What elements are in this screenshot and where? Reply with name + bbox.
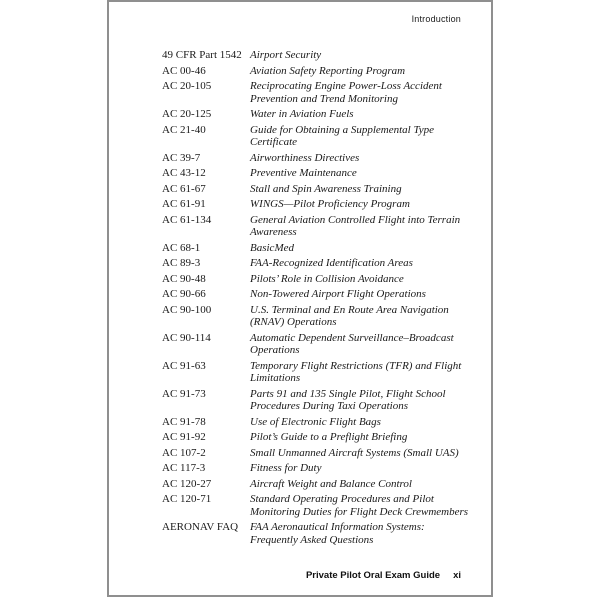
reference-title: [250, 360, 461, 385]
reference-row: [162, 65, 472, 78]
reference-title-line: Airport Security: [250, 49, 322, 61]
reference-code: AC 00-46: [162, 64, 206, 77]
footer-book-title: Private Pilot Oral Exam Guide: [305, 570, 441, 581]
reference-title-line: Airworthiness Directives: [250, 151, 360, 164]
reference-code: AC 61-134: [162, 213, 212, 226]
reference-code: AC 91-78: [162, 415, 206, 428]
reference-title: [250, 108, 354, 121]
reference-row: [162, 242, 472, 255]
reference-row: [162, 416, 472, 429]
reference-title-line: Non-Towered Airport Flight Operations: [250, 288, 426, 300]
reference-code: AC 21-40: [162, 123, 206, 136]
reference-code: AC 91-92: [162, 431, 206, 443]
reference-title: [250, 521, 425, 546]
reference-title: [250, 478, 412, 491]
reference-title-line: Use of Electronic Flight Bags: [250, 415, 381, 428]
reference-code: AC 43-12: [162, 167, 206, 179]
reference-row: [162, 493, 472, 518]
reference-title: [250, 49, 321, 62]
reference-title-line: Stall and Spin Awareness Training: [250, 182, 402, 195]
reference-title-line: Awareness: [250, 226, 297, 238]
reference-title: [250, 273, 404, 286]
reference-title: [250, 493, 468, 518]
reference-title: [250, 304, 449, 329]
reference-row: [162, 80, 472, 105]
reference-code: AC 61-67: [162, 182, 206, 195]
reference-row: [162, 257, 472, 270]
reference-code: AC 68-1: [162, 241, 201, 254]
reference-title-line: Fitness for Duty: [250, 462, 322, 474]
reference-code: AC 117-3: [162, 462, 206, 474]
reference-title-line: Certificate: [250, 136, 298, 148]
reference-row: [162, 49, 472, 62]
reference-title-line: Reciprocating Engine Power-Loss Accident: [250, 80, 442, 92]
reference-title: [250, 65, 405, 78]
reference-title: [250, 80, 442, 105]
reference-code: AC 90-66: [162, 288, 206, 300]
reference-title: [250, 431, 407, 444]
reference-title-line: Monitoring Duties for Flight Deck Crewmembers: [250, 505, 469, 518]
reference-title-line: Limitations: [250, 372, 301, 384]
reference-title-line: General Aviation Controlled Flight into Terrain: [250, 213, 461, 226]
reference-title: [250, 257, 413, 270]
reference-code: AERONAV FAQ: [162, 521, 239, 533]
reference-list: [162, 49, 472, 549]
reference-row: [162, 288, 472, 301]
reference-title-line: Guide for Obtaining a Supplemental Type: [250, 123, 435, 136]
reference-title-line: Temporary Flight Restrictions (TFR) and Flight: [250, 359, 462, 372]
reference-code: AC 120-27: [162, 477, 212, 490]
reference-row: [162, 124, 472, 149]
reference-title-line: Procedures During Taxi Operations: [250, 400, 408, 412]
reference-row: [162, 332, 472, 357]
reference-title-line: Prevention and Trend Monitoring: [250, 92, 398, 105]
reference-title-line: Water in Aviation Fuels: [250, 108, 354, 120]
reference-title-line: U.S. Terminal and En Route Area Navigation: [250, 303, 449, 316]
reference-row: [162, 447, 472, 460]
reference-title-line: Pilots’ Role in Collision Avoidance: [250, 272, 404, 285]
reference-title-line: Standard Operating Procedures and Pilot: [250, 493, 434, 505]
reference-row: [162, 478, 472, 491]
reference-code: AC 20-125: [162, 108, 212, 120]
reference-title: [250, 388, 446, 413]
reference-title: [250, 124, 434, 149]
reference-row: [162, 273, 472, 286]
reference-row: [162, 304, 472, 329]
reference-title: [250, 416, 381, 429]
reference-title-line: Pilot’s Guide to a Preflight Briefing: [250, 431, 408, 443]
reference-row: [162, 388, 472, 413]
reference-title: [250, 242, 294, 255]
book-page: [107, 0, 493, 597]
reference-code: AC 61-91: [162, 198, 206, 210]
footer-page-number: xi: [453, 570, 461, 581]
reference-code: AC 91-73: [162, 387, 206, 400]
reference-title-line: Operations: [250, 344, 300, 356]
reference-code: AC 120-71: [162, 493, 212, 505]
reference-code: AC 90-114: [162, 331, 211, 344]
reference-row: [162, 521, 472, 546]
reference-title-line: Automatic Dependent Surveillance–Broadcast: [250, 331, 454, 344]
reference-title: [250, 462, 322, 475]
reference-title-line: (RNAV) Operations: [250, 316, 337, 328]
reference-title: [250, 447, 459, 460]
reference-title: [250, 152, 359, 165]
reference-title-line: Parts 91 and 135 Single Pilot, Flight School: [250, 387, 446, 400]
reference-title: [250, 167, 357, 180]
reference-title: [250, 288, 426, 301]
reference-title-line: Small Unmanned Aircraft Systems (Small UAS): [250, 446, 459, 459]
reference-code: AC 91-63: [162, 359, 206, 372]
reference-row: [162, 167, 472, 180]
reference-title-line: BasicMed: [250, 241, 294, 254]
reference-row: [162, 183, 472, 196]
reference-code: AC 90-48: [162, 272, 206, 285]
reference-title-line: Frequently Asked Questions: [250, 533, 374, 546]
reference-row: [162, 462, 472, 475]
reference-title: [250, 183, 402, 196]
reference-row: [162, 214, 472, 239]
reference-title-line: FAA-Recognized Identification Areas: [250, 257, 413, 269]
reference-title-line: Aircraft Weight and Balance Control: [250, 477, 412, 490]
reference-code: AC 90-100: [162, 303, 212, 316]
running-header: Introduction: [411, 14, 461, 24]
reference-title-line: WINGS—Pilot Proficiency Program: [250, 198, 410, 210]
reference-title: [250, 332, 454, 357]
reference-row: [162, 431, 472, 444]
reference-row: [162, 108, 472, 121]
reference-code: AC 107-2: [162, 446, 206, 459]
reference-row: [162, 152, 472, 165]
reference-title-line: Preventive Maintenance: [250, 167, 357, 179]
reference-title: [250, 198, 410, 211]
page-footer: [306, 570, 461, 581]
reference-code: 49 CFR Part 1542: [162, 49, 242, 61]
reference-title: [250, 214, 460, 239]
reference-title-line: FAA Aeronautical Information Systems:: [250, 521, 425, 533]
reference-code: AC 89-3: [162, 257, 201, 269]
reference-row: [162, 360, 472, 385]
reference-code: AC 39-7: [162, 151, 201, 164]
reference-code: AC 20-105: [162, 80, 212, 92]
reference-row: [162, 198, 472, 211]
reference-title-line: Aviation Safety Reporting Program: [250, 64, 406, 77]
